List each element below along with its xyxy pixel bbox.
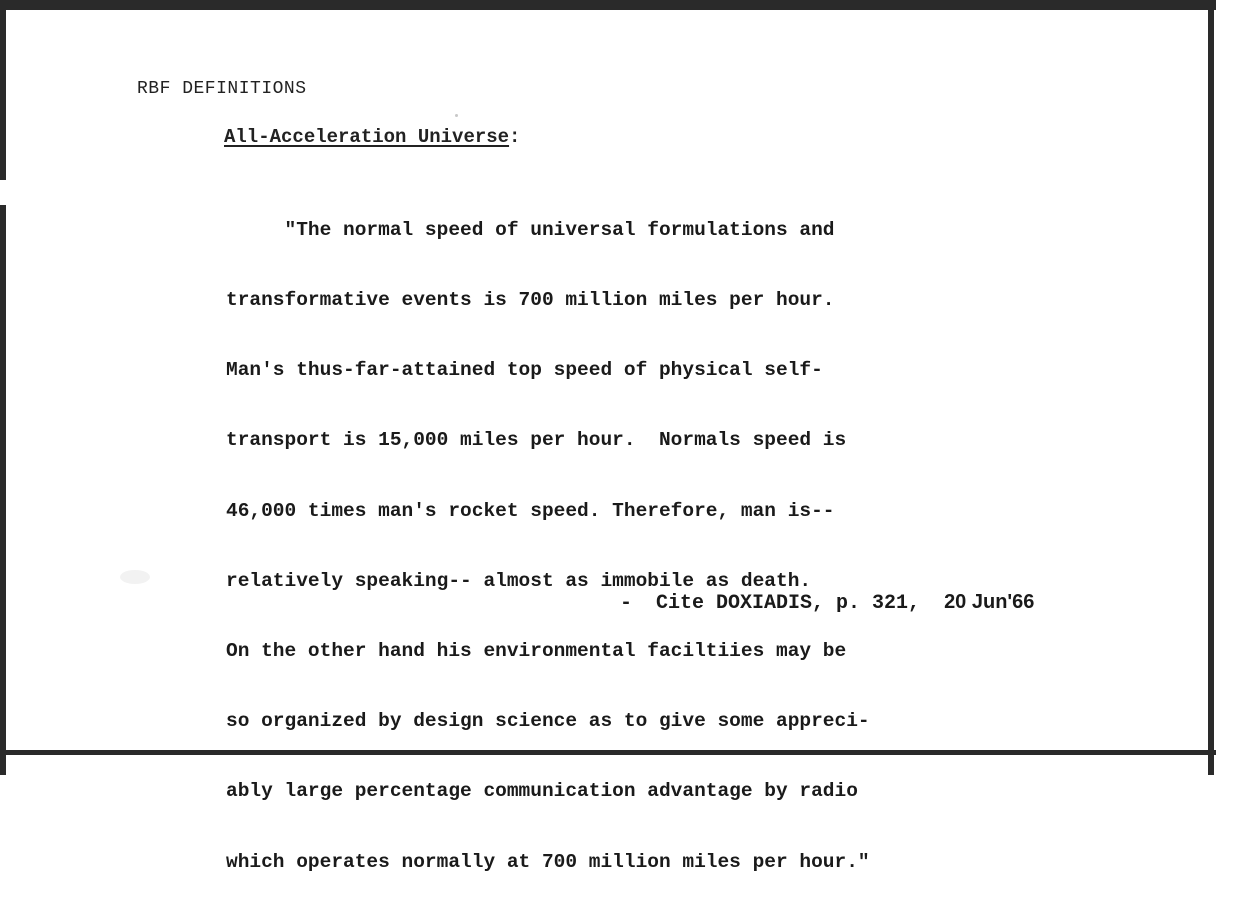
definition-term bbox=[224, 126, 520, 148]
quote-line: relatively speaking-- almost as immobile as death. bbox=[226, 569, 812, 592]
card-border-left bbox=[0, 0, 6, 775]
paper-smudge bbox=[120, 570, 150, 584]
definition-quote bbox=[226, 172, 1016, 921]
card-border-right bbox=[1208, 0, 1214, 775]
quote-line: transport is 15,000 miles per hour. Normals speed is bbox=[226, 429, 847, 452]
quote-line: which operates normally at 700 million miles per hour." bbox=[226, 850, 870, 873]
citation-source: - Cite DOXIADIS, p. 321, bbox=[620, 592, 945, 615]
quote-line: Man's thus-far-attained top speed of physical self- bbox=[226, 359, 823, 382]
quote-line: transformative events is 700 million miles per hour. bbox=[226, 289, 835, 312]
paper-speck bbox=[455, 114, 458, 117]
quote-line: On the other hand his environmental faciltiies may be bbox=[226, 640, 847, 663]
quote-line: 46,000 times man's rocket speed. Therefore, man is-- bbox=[226, 499, 835, 522]
quote-line: "The normal speed of universal formulations and bbox=[226, 218, 835, 241]
citation-date: 20 Jun'66 bbox=[944, 591, 1035, 613]
border-notch bbox=[0, 180, 6, 205]
quote-line: so organized by design science as to give some appreci- bbox=[226, 710, 870, 733]
term-colon: : bbox=[509, 126, 521, 148]
term-text: All-Acceleration Universe bbox=[224, 126, 510, 148]
card-border-top bbox=[0, 0, 1216, 10]
page-title: RBF DEFINITIONS bbox=[137, 79, 307, 99]
quote-line: ably large percentage communication advantage by radio bbox=[226, 780, 858, 803]
citation bbox=[620, 591, 1034, 615]
